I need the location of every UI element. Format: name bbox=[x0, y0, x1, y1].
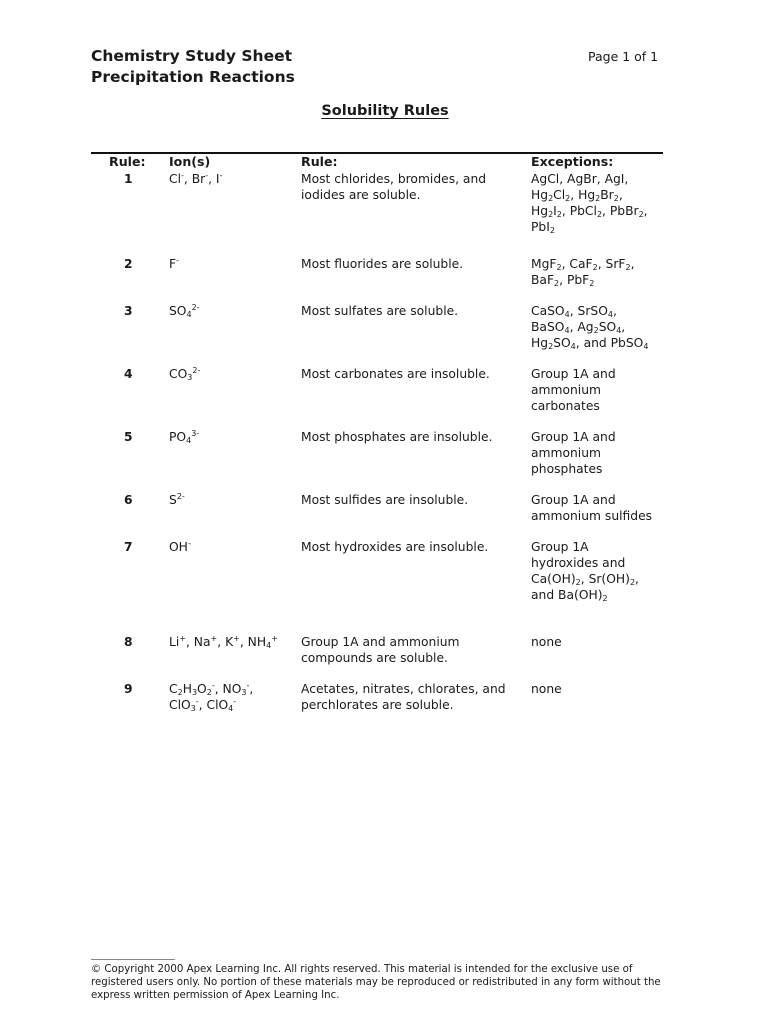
table-row bbox=[91, 666, 663, 713]
rule-number: 3 bbox=[124, 304, 133, 318]
exceptions-cell: CaSO$_4$, SrSO$_4$, BaSO$_4$, $Ag_2SO_4$, $Hg_2SO_4$, and PbSO$_4$ bbox=[531, 304, 649, 351]
exceptions-cell: none bbox=[531, 682, 562, 696]
ion-cell: $SO_4^{2-}$ bbox=[169, 303, 200, 319]
exceptions-cell: AgCl, AgBr, AgI, $Hg_2Cl_2$, $Hg_2Br_2$, $Hg_2I_2$, PbCl$_2$, PbBr$_2$, PbI$_2$ bbox=[531, 172, 648, 235]
title-line-1: Chemistry Study Sheet bbox=[91, 47, 293, 65]
table-row bbox=[91, 235, 663, 288]
rule-text-cell: Most hydroxides are insoluble. bbox=[301, 540, 489, 554]
exceptions-cell: Group 1A and ammonium carbonates bbox=[531, 367, 616, 413]
header-exceptions: Exceptions: bbox=[531, 154, 614, 169]
rule-text-cell: Most sulfates are soluble. bbox=[301, 304, 459, 318]
document-title bbox=[91, 46, 295, 88]
ion-cell: $PO_4^{3-}$ bbox=[169, 429, 200, 445]
ion-cell: F- bbox=[169, 256, 179, 271]
exceptions-cell: Group 1A hydroxides and $Ca(OH)_2$, $Sr(OH)_2$, and $Ba(OH)_2$ bbox=[531, 540, 639, 603]
rule-number: 1 bbox=[124, 172, 133, 186]
header-rule: Rule: bbox=[301, 154, 338, 169]
ion-cell: Li+, Na+, K+, $NH_4^+$ bbox=[169, 634, 278, 650]
solubility-rules-table bbox=[91, 154, 663, 713]
rule-text-cell: Most phosphates are insoluble. bbox=[301, 430, 493, 444]
rule-text-cell: Group 1A and ammonium compounds are soluble. bbox=[301, 635, 460, 665]
section-title-text: Solubility Rules bbox=[321, 103, 449, 119]
table-row bbox=[91, 288, 663, 351]
exceptions-cell: Group 1A and ammonium sulfides bbox=[531, 493, 653, 523]
rule-text-cell: Most sulfides are insoluble. bbox=[301, 493, 469, 507]
ion-cell: Cl-, Br-, I- bbox=[169, 171, 223, 186]
ion-cell: OH- bbox=[169, 539, 191, 554]
rule-text-cell: Acetates, nitrates, chlorates, and perchlorates are soluble. bbox=[301, 682, 506, 712]
table-row bbox=[91, 477, 663, 524]
table-row bbox=[91, 524, 663, 603]
rule-text-cell: Most carbonates are insoluble. bbox=[301, 367, 490, 381]
rule-number: 5 bbox=[124, 430, 133, 444]
ion-cell: $C_2H_3O_2^-$, $NO_3^-$, ClO$_3$-, ClO$_4$- bbox=[169, 681, 254, 713]
rule-number: 7 bbox=[124, 540, 133, 554]
rule-text-cell: Most chlorides, bromides, and iodides are soluble. bbox=[301, 172, 487, 202]
table-row bbox=[91, 351, 663, 414]
table-row bbox=[91, 414, 663, 477]
title-line-2: Precipitation Reactions bbox=[91, 68, 295, 86]
exceptions-cell: MgF$_2$, CaF$_2$, SrF$_2$, BaF$_2$, PbF$_2$ bbox=[531, 257, 635, 288]
ion-cell: $S^{2-}$ bbox=[169, 492, 185, 507]
footnote-divider bbox=[91, 959, 175, 960]
table-header-row bbox=[91, 154, 663, 171]
exceptions-cell: Group 1A and ammonium phosphates bbox=[531, 430, 616, 476]
rule-number: 4 bbox=[124, 367, 133, 381]
rule-text-cell: Most fluorides are soluble. bbox=[301, 257, 464, 271]
copyright-footnote: © Copyright 2000 Apex Learning Inc. All rights reserved. This material is intended for the exclusive use of registered users only. No portion of these materials may be reproduced or redistributed in any form without the express written permission of Apex Learning Inc. bbox=[91, 964, 661, 1001]
table-body bbox=[91, 171, 663, 713]
header-rule-number: Rule: bbox=[109, 154, 146, 169]
rule-number: 8 bbox=[124, 635, 133, 649]
page-number: Page 1 of 1 bbox=[588, 49, 659, 64]
ion-cell: $CO_3^{2-}$ bbox=[169, 366, 201, 382]
rule-number: 2 bbox=[124, 257, 133, 271]
header-ions: Ion(s) bbox=[169, 154, 211, 169]
rule-number: 6 bbox=[124, 493, 133, 507]
table-row bbox=[91, 171, 663, 235]
table-row bbox=[91, 603, 663, 666]
section-title bbox=[0, 103, 770, 119]
exceptions-cell: none bbox=[531, 635, 562, 649]
rule-number: 9 bbox=[124, 682, 133, 696]
